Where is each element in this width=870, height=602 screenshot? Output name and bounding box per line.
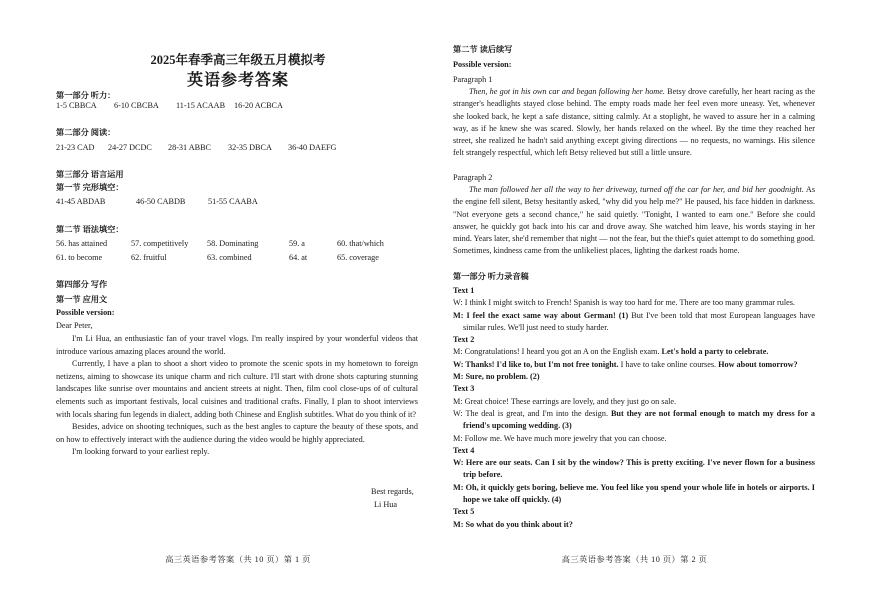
grammar-answer: 56. has attained	[56, 239, 108, 248]
letter-paragraph: Currently, I have a plan to shoot a short video to promote the scenic spots in my hometown to foreign netizens, aiming to showcase its unique charm and rich culture. I'll start with drone shots capturing stunning landscapes like sunrise over mountains and ancient streets at night. Then, film cool close-ups of of cultural elements such as important festivals, local cuisines and traditional crafts. Finally, I plan to shoot interviews with locals sharing fun legends in dialect, adding both Chinese and English subtitles. What do you think of it?	[56, 359, 418, 419]
letter-signature: Li Hua	[374, 500, 397, 509]
cloze-answers	[56, 197, 258, 208]
answer-group: 41-45 ABDAB	[56, 197, 106, 206]
grammar-answer: 57. competitively	[131, 239, 189, 248]
letter-paragraph: Besides, advice on shooting techniques, such as the best angles to capture the beauty of these spots, and on how to effectively interact with the audience during the video would be highly appreciated.	[56, 422, 418, 444]
grammar-row	[56, 253, 379, 264]
grammar-answer: 62. fruitful	[131, 253, 167, 262]
paragraph-label: Paragraph 2	[453, 173, 493, 182]
part4-heading: 第四部分 写作	[56, 280, 108, 289]
letter-greeting: Dear Peter,	[56, 321, 93, 330]
grammar-answer: 60. that/which	[337, 239, 384, 248]
transcript	[453, 285, 815, 531]
dialogue-line: M: I feel the exact same way about German! (1) But I've been told that most European languages have similar rules. We'll just need to study harder.	[453, 310, 815, 332]
answer-group: 28-31 ABBC	[168, 143, 211, 152]
part3-heading: 第三部分 语言运用	[56, 170, 124, 179]
part2-answers	[56, 143, 336, 154]
continuation-paragraph	[453, 184, 815, 258]
part2-heading: 第二部分 阅读：	[56, 128, 116, 137]
answer-group: 21-23 CAD	[56, 143, 95, 152]
answer-group: 32-35 DBCA	[228, 143, 272, 152]
answer-group: 6-10 CBCBA	[114, 101, 159, 110]
paragraph-opening: The man followed her all the way to her driveway, turned off the car for her, and bid her goodnight.	[469, 185, 804, 194]
part1-answers	[56, 101, 283, 112]
answer-group: 24-27 DCDC	[108, 143, 152, 152]
paragraph-opening: Then, he got in his own car and began following her home.	[469, 87, 665, 96]
letter-paragraph: I'm looking forward to your earliest reply.	[72, 447, 210, 457]
page-footer: 高三英语参考答案（共 10 页）第 1 页	[165, 555, 311, 564]
dialogue-line: W: Here are our seats. Can I sit by the window? This is pretty exciting. I've never flown for a business trip before.	[453, 458, 815, 480]
grammar-answer: 59. a	[289, 239, 305, 248]
answer-group: 51-55 CAABA	[208, 197, 258, 206]
possible-version-label: Possible version:	[453, 60, 512, 69]
dialogue-line: W: Thanks! I'd like to, but I'm not free tonight. I have to take online courses. How about tomorrow?	[453, 359, 798, 369]
continuation-paragraph	[453, 86, 815, 160]
cloze-heading: 第一节 完形填空：	[56, 183, 124, 192]
answer-group: 16-20 ACBCA	[234, 101, 283, 110]
possible-version-label: Possible version:	[56, 308, 115, 317]
answer-group: 1-5 CBBCA	[56, 101, 97, 110]
text-label: Text 3	[453, 384, 475, 394]
grammar-answer: 58. Dominating	[207, 239, 259, 248]
dialogue-line: M: Congratulations! I heard you got an A on the English exam. Let's hold a party to celebrate.	[453, 347, 769, 357]
dialogue-line: M: Great choice! These earrings are lovely, and they just go on sale.	[453, 396, 677, 406]
grammar-heading: 第二节 语法填空：	[56, 225, 124, 234]
text-label: Text 2	[453, 335, 475, 345]
text-label: Text 1	[453, 286, 475, 295]
dialogue-line: W: The deal is great, and I'm into the design. But they are not formal enough to match my dress for a friend's upcoming wedding. (3)	[453, 408, 815, 431]
answer-group: 11-15 ACAAB	[176, 101, 226, 110]
grammar-row	[56, 239, 384, 250]
answer-group: 46-50 CABDB	[136, 197, 186, 206]
writing-section-heading: 第一节 应用文	[56, 295, 108, 304]
dialogue-line: M: Follow me. We have much more jewelry that you can choose.	[453, 433, 667, 443]
transcript-heading: 第一部分 听力录音稿	[453, 272, 529, 281]
continuation-heading: 第二节 读后续写	[453, 45, 513, 54]
grammar-answer: 61. to become	[56, 253, 103, 262]
letter-body	[56, 333, 418, 459]
text-label: Text 4	[453, 445, 475, 455]
paragraph-body: Betsy drove carefully, her heart racing as the stranger's headlights stayed close behind. The empty roads made her feel even more uneasy. Yet, whenever she looked back, he kept a safe distance, sitting calmly. At a stoplight, he waved to assure her in a calming way, as if he knew she was scared. Slowly, her hands relaxed on the wheel. By the time they reached her street, she realized he hadn't said anything except giving directions — no requests, no warnings. His silence felt strangely respectful, which left Betsy relieved but still a little unsure.	[453, 87, 815, 158]
part1-heading: 第一部分 听力：	[56, 91, 116, 100]
text-label: Text 5	[453, 507, 475, 517]
letter-closing: Best regards,	[371, 487, 414, 496]
paragraph-label: Paragraph 1	[453, 75, 493, 84]
grammar-answer: 64. at	[289, 253, 308, 262]
page-footer: 高三英语参考答案（共 10 页）第 2 页	[561, 555, 708, 564]
dialogue-line: M: So what do you think about it?	[453, 519, 573, 529]
dialogue-line: W: I think I might switch to French! Spanish is way too hard for me. There are too many grammar rules.	[453, 298, 795, 308]
exam-title: 2025年春季高三年级五月模拟考	[150, 53, 326, 67]
grammar-answer: 65. coverage	[337, 253, 379, 262]
letter-paragraph: I'm Li Hua, an enthusiastic fan of your travel vlogs. I'm really inspired by your wonderful videos that introduce various amazing places around the world.	[56, 334, 418, 356]
right-page	[453, 0, 816, 602]
dialogue-line: M: Sure, no problem. (2)	[453, 372, 540, 382]
left-page	[56, 0, 420, 602]
dialogue-line: M: Oh, it quickly gets boring, believe me. You feel like you spend your whole life in hotels or airports. I hope we take off quickly. (4)	[453, 482, 815, 505]
grammar-answer: 63. combined	[207, 253, 252, 262]
answer-group: 36-40 DAEFG	[288, 143, 337, 152]
answer-key-title: 英语参考答案	[186, 72, 289, 89]
paragraph-body: As the engine fell silent, Betsy hesitantly asked, "why did you help me?" He paused, his face hidden in darkness. "Not everyone gets a second chance," he said quietly. "Tonight, I wanted to earn one." Before she could answer, he quickly got back into his car and drove away. She watched him leave, his words staying in her mind. Years later, she'd remember that night — not the fear, but the thief's quiet attempt to do something good. Sometimes, kindness came from the unlikeliest places, lighting the darkest roads home.	[453, 185, 816, 256]
